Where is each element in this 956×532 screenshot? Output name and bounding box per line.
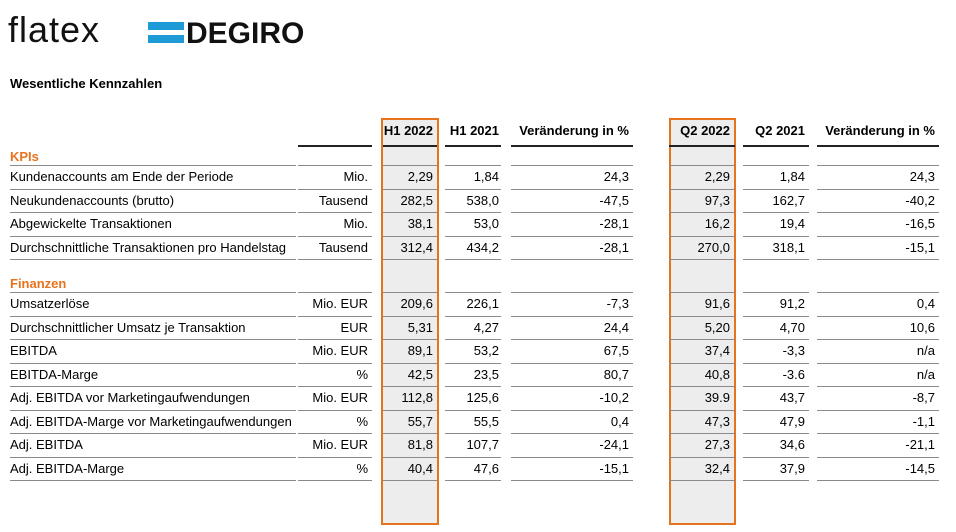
table-cell: -28,1 — [599, 239, 629, 255]
column-header: Veränderung in % — [825, 123, 935, 138]
table-cell: 1,84 — [779, 169, 805, 184]
row-divider — [817, 457, 939, 458]
row-divider — [669, 292, 735, 293]
column-header: H1 2022 — [383, 123, 433, 138]
table-cell: -16,5 — [905, 216, 935, 231]
row-divider — [817, 363, 939, 364]
row-divider — [445, 316, 501, 317]
row-divider — [511, 316, 633, 317]
row-divider — [669, 480, 735, 481]
row-divider — [383, 339, 437, 340]
section-title: KPIs — [10, 149, 39, 164]
row-divider — [511, 363, 633, 364]
row-divider — [10, 165, 296, 166]
table-cell: 89,1 — [407, 343, 433, 358]
row-label: Umsatzerlöse — [10, 296, 90, 311]
row-divider — [445, 339, 501, 340]
header-divider — [669, 145, 735, 147]
row-divider — [383, 292, 437, 293]
row-divider — [817, 316, 939, 317]
table-cell: -24,1 — [599, 437, 629, 452]
table-cell: 0,4 — [916, 296, 935, 311]
row-label: Neukundenaccounts (brutto) — [10, 192, 175, 208]
row-unit: Tausend — [318, 192, 368, 208]
row-divider — [10, 259, 296, 260]
row-divider — [383, 457, 437, 458]
row-divider — [669, 457, 735, 458]
row-unit: Mio. EUR — [312, 296, 368, 311]
table-cell: 80,7 — [603, 366, 629, 382]
row-divider — [743, 316, 809, 317]
table-cell: n/a — [916, 343, 935, 358]
table-cell: -3,3 — [782, 343, 805, 358]
logo-flatex-text: flatex — [8, 9, 101, 50]
row-divider — [511, 386, 633, 387]
row-label: Durchschnittlicher Umsatz je Transaktion — [10, 319, 246, 335]
row-unit: EUR — [340, 319, 368, 335]
page-title: Wesentliche Kennzahlen — [10, 76, 163, 91]
table-cell: 2,29 — [704, 169, 730, 184]
row-divider — [298, 165, 372, 166]
table-cell: 23,5 — [473, 366, 499, 382]
table-cell: n/a — [916, 366, 935, 382]
row-divider — [511, 212, 633, 213]
row-divider — [445, 189, 501, 190]
row-divider — [511, 410, 633, 411]
table-cell: 55,7 — [407, 413, 433, 429]
row-divider — [817, 189, 939, 190]
row-divider — [743, 292, 809, 293]
logo-degiro-text: DEGIRO — [186, 17, 305, 50]
row-divider — [10, 316, 296, 317]
row-divider — [383, 259, 437, 260]
row-divider — [511, 457, 633, 458]
column-header: Q2 2021 — [755, 123, 805, 138]
row-divider — [445, 480, 501, 481]
row-unit: Mio. EUR — [312, 437, 368, 452]
row-divider — [817, 386, 939, 387]
row-divider — [10, 480, 296, 481]
row-divider — [743, 212, 809, 213]
row-divider — [817, 433, 939, 434]
table-cell: 19,4 — [779, 216, 805, 231]
table-cell: 312,4 — [400, 239, 433, 255]
row-divider — [10, 363, 296, 364]
row-divider — [511, 339, 633, 340]
row-divider — [383, 433, 437, 434]
header-divider — [383, 145, 437, 147]
row-divider — [669, 165, 735, 166]
row-unit: Mio. EUR — [312, 343, 368, 358]
row-divider — [383, 410, 437, 411]
table-cell: 4,27 — [473, 319, 499, 335]
row-label: EBITDA — [10, 343, 57, 358]
row-divider — [10, 236, 296, 237]
row-divider — [743, 386, 809, 387]
table-cell: -1,1 — [912, 413, 935, 429]
table-cell: 42,5 — [407, 366, 433, 382]
row-divider — [743, 363, 809, 364]
table-cell: 55,5 — [473, 413, 499, 429]
table-cell: 67,5 — [603, 343, 629, 358]
section-title: Finanzen — [10, 276, 67, 291]
row-divider — [10, 457, 296, 458]
row-divider — [511, 292, 633, 293]
row-divider — [669, 339, 735, 340]
row-divider — [511, 189, 633, 190]
row-divider — [817, 259, 939, 260]
row-divider — [383, 212, 437, 213]
table-cell: 107,7 — [466, 437, 499, 452]
row-divider — [445, 457, 501, 458]
table-cell: -28,1 — [599, 216, 629, 231]
table-cell: 97,3 — [704, 192, 730, 208]
row-divider — [511, 165, 633, 166]
row-divider — [817, 480, 939, 481]
table-cell: 91,6 — [704, 296, 730, 311]
row-divider — [298, 410, 372, 411]
row-divider — [743, 259, 809, 260]
row-unit: Tausend — [318, 239, 368, 255]
column-header: Veränderung in % — [519, 123, 629, 138]
row-divider — [298, 259, 372, 260]
row-divider — [817, 339, 939, 340]
table-cell: 81,8 — [407, 437, 433, 452]
table-cell: 434,2 — [466, 239, 499, 255]
table-cell: 27,3 — [704, 437, 730, 452]
table-cell: 53,2 — [473, 343, 499, 358]
row-divider — [445, 433, 501, 434]
table-cell: 5,31 — [407, 319, 433, 335]
header-divider — [298, 145, 372, 147]
row-divider — [743, 339, 809, 340]
row-divider — [445, 212, 501, 213]
table-cell: 47,6 — [473, 460, 499, 476]
row-divider — [669, 410, 735, 411]
row-divider — [743, 457, 809, 458]
row-divider — [817, 165, 939, 166]
row-divider — [669, 316, 735, 317]
table-cell: 39.9 — [704, 390, 730, 405]
row-divider — [10, 339, 296, 340]
table-cell: 32,4 — [704, 460, 730, 476]
row-divider — [383, 363, 437, 364]
table-cell: 38,1 — [407, 216, 433, 231]
row-divider — [669, 386, 735, 387]
table-cell: 1,84 — [473, 169, 499, 184]
table-cell: -21,1 — [905, 437, 935, 452]
row-divider — [817, 292, 939, 293]
header-divider — [817, 145, 939, 147]
row-divider — [669, 363, 735, 364]
row-divider — [511, 259, 633, 260]
header-divider — [511, 145, 633, 147]
row-label: Adj. EBITDA-Marge vor Marketingaufwendungen — [10, 413, 292, 429]
row-divider — [445, 410, 501, 411]
row-divider — [817, 236, 939, 237]
table-cell: 53,0 — [473, 216, 499, 231]
table-cell: 4,70 — [779, 319, 805, 335]
row-divider — [445, 386, 501, 387]
column-header: H1 2021 — [449, 123, 499, 138]
table-cell: -40,2 — [905, 192, 935, 208]
row-divider — [10, 386, 296, 387]
table-cell: 2,29 — [407, 169, 433, 184]
row-divider — [10, 410, 296, 411]
row-divider — [10, 433, 296, 434]
row-unit: % — [356, 366, 368, 382]
row-label: EBITDA-Marge — [10, 366, 99, 382]
table-cell: 91,2 — [779, 296, 805, 311]
row-divider — [10, 292, 296, 293]
row-divider — [298, 189, 372, 190]
row-divider — [445, 259, 501, 260]
row-divider — [383, 236, 437, 237]
row-divider — [298, 457, 372, 458]
row-divider — [669, 236, 735, 237]
table-cell: 538,0 — [466, 192, 499, 208]
table-cell: 47,3 — [704, 413, 730, 429]
row-divider — [445, 292, 501, 293]
table-cell: -10,2 — [599, 390, 629, 405]
table-cell: -47,5 — [599, 192, 629, 208]
row-divider — [743, 480, 809, 481]
table-cell: -7,3 — [606, 296, 629, 311]
row-label: Adj. EBITDA — [10, 437, 83, 452]
row-divider — [298, 480, 372, 481]
table-cell: 112,8 — [401, 390, 433, 405]
row-divider — [383, 316, 437, 317]
table-cell: 270,0 — [697, 239, 730, 255]
row-label: Adj. EBITDA vor Marketingaufwendungen — [10, 390, 250, 405]
row-divider — [511, 433, 633, 434]
table-cell: 16,2 — [704, 216, 730, 231]
row-divider — [445, 236, 501, 237]
table-cell: 162,7 — [772, 192, 805, 208]
row-divider — [298, 212, 372, 213]
row-divider — [383, 189, 437, 190]
row-divider — [383, 386, 437, 387]
table-cell: 37,4 — [704, 343, 730, 358]
row-unit: Mio. EUR — [312, 390, 368, 405]
row-divider — [298, 363, 372, 364]
row-divider — [298, 433, 372, 434]
table-cell: 47,9 — [779, 413, 805, 429]
row-divider — [511, 236, 633, 237]
table-cell: -3.6 — [782, 366, 805, 382]
table-cell: 40,8 — [704, 366, 730, 382]
table-cell: 40,4 — [407, 460, 433, 476]
row-divider — [445, 165, 501, 166]
row-unit: Mio. — [343, 169, 368, 184]
row-unit: Mio. — [343, 216, 368, 231]
row-divider — [669, 433, 735, 434]
row-divider — [298, 316, 372, 317]
row-divider — [743, 433, 809, 434]
table-cell: 318,1 — [772, 239, 805, 255]
table-cell: -8,7 — [912, 390, 935, 405]
row-divider — [298, 236, 372, 237]
row-divider — [817, 212, 939, 213]
row-divider — [817, 410, 939, 411]
row-unit: % — [356, 413, 368, 429]
row-label: Kundenaccounts am Ende der Periode — [10, 169, 234, 184]
row-label: Durchschnittliche Transaktionen pro Handelstag — [10, 239, 287, 255]
table-cell: 34,6 — [779, 437, 805, 452]
row-divider — [511, 480, 633, 481]
row-divider — [298, 292, 372, 293]
table-cell: 24,3 — [909, 169, 935, 184]
column-header: Q2 2022 — [680, 123, 730, 138]
row-divider — [298, 339, 372, 340]
table-cell: 10,6 — [909, 319, 935, 335]
row-divider — [669, 189, 735, 190]
logo-bars-icon — [148, 22, 184, 44]
row-label: Abgewickelte Transaktionen — [10, 216, 172, 231]
header-divider — [445, 145, 501, 147]
table-cell: 37,9 — [779, 460, 805, 476]
header-divider — [743, 145, 809, 147]
row-divider — [383, 165, 437, 166]
row-label: Adj. EBITDA-Marge — [10, 460, 125, 476]
row-divider — [743, 236, 809, 237]
table-cell: 226,1 — [466, 296, 499, 311]
row-divider — [383, 480, 437, 481]
row-divider — [10, 189, 296, 190]
table-cell: 209,6 — [400, 296, 433, 311]
table-cell: 125,6 — [466, 390, 499, 405]
row-divider — [743, 165, 809, 166]
table-cell: -14,5 — [905, 460, 935, 476]
row-divider — [298, 386, 372, 387]
table-cell: -15,1 — [905, 239, 935, 255]
table-cell: 282,5 — [400, 192, 433, 208]
table-cell: 0,4 — [610, 413, 629, 429]
row-divider — [743, 410, 809, 411]
row-unit: % — [356, 460, 368, 476]
row-divider — [445, 363, 501, 364]
row-divider — [669, 259, 735, 260]
table-cell: 24,3 — [603, 169, 629, 184]
table-cell: 43,7 — [779, 390, 805, 405]
row-divider — [10, 212, 296, 213]
table-cell: -15,1 — [599, 460, 629, 476]
table-cell: 24,4 — [603, 319, 629, 335]
row-divider — [669, 212, 735, 213]
row-divider — [743, 189, 809, 190]
table-cell: 5,20 — [704, 319, 730, 335]
